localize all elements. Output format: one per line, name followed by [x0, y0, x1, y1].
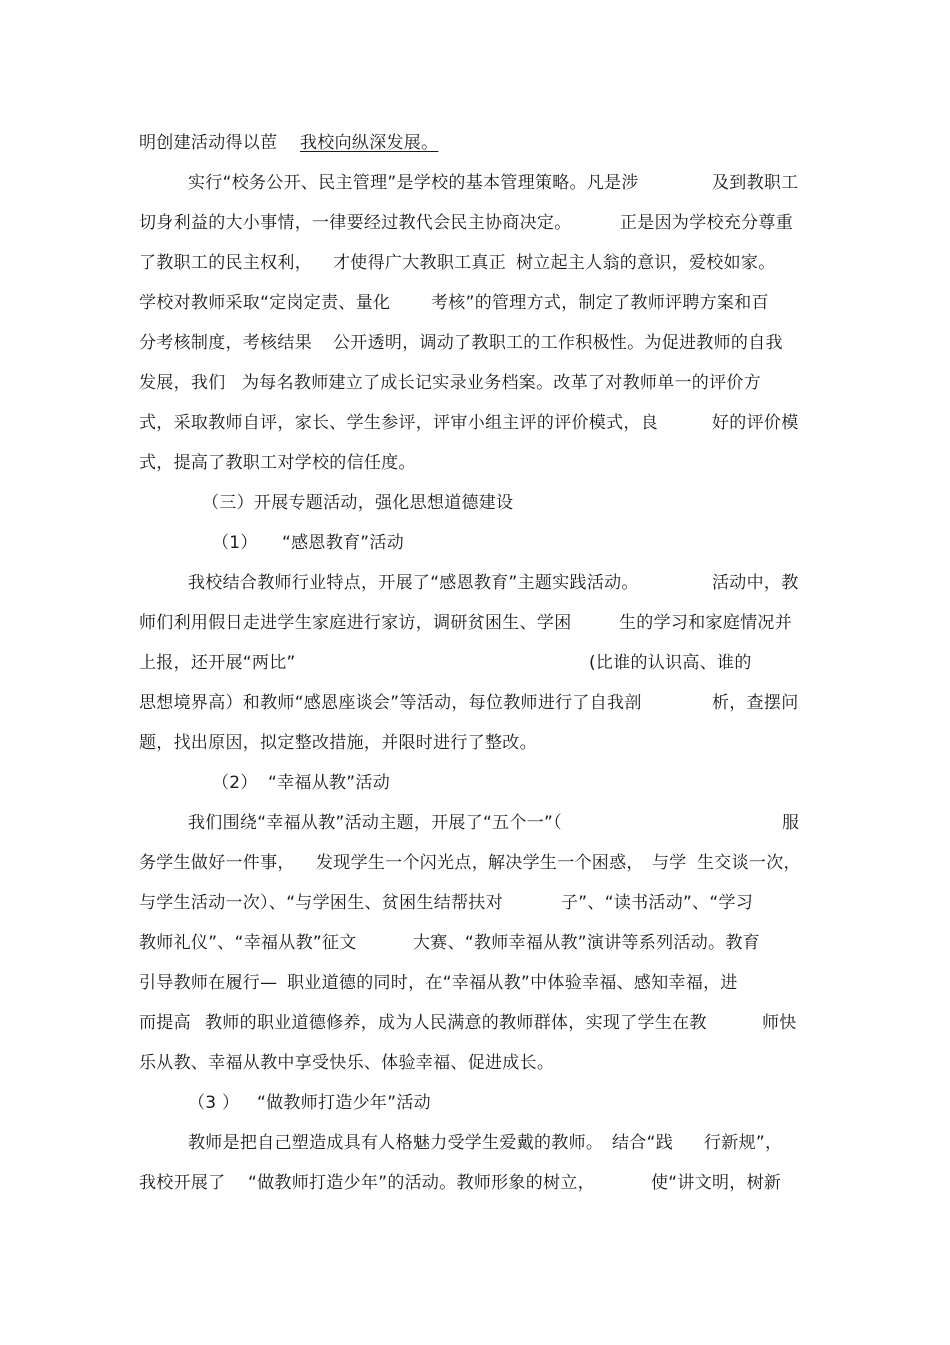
text-line: 职业道德的同时，在“幸福从教”中体验幸福、感知幸福，进 — [287, 973, 738, 993]
text-line: “做教师打造少年”的活动。教师形象的树立， — [248, 1173, 595, 1193]
section-heading: （三）开展专题活动，强化思想道德建设 — [202, 493, 514, 513]
text-line: 发现学生一个闪光点， — [316, 853, 489, 873]
subsection-title: “幸福从教”活动 — [268, 773, 391, 793]
text-line: 使“讲文明，树新 — [651, 1173, 782, 1193]
text-line: 师们利用假日走进学生家庭进行家访，调研贫困生、学困 — [139, 613, 572, 633]
paragraph-text: 我们围绕“幸福从教”活动主题，开展了“五个一”（ — [188, 813, 562, 833]
text-line: 树立起主人翁的意识，爱校如家。 — [516, 253, 776, 273]
text-line: 公开透明，调动了教职工的工作积极性。为促进教师的自我 — [333, 333, 783, 353]
text-line: 明创建活动得以茞 — [139, 133, 278, 153]
paragraph-text: 我校结合教师行业特点，开展了“感恩教育”主题实践活动。 — [188, 573, 639, 593]
text-line: 生交谈一次， — [697, 853, 801, 873]
text-line: 引导教师在履行— — [139, 973, 278, 993]
text-line: 及到教职工 — [712, 173, 799, 193]
text-line: 而提高 — [139, 1013, 191, 1033]
text-line: 了教职工的民主权利， — [139, 253, 312, 273]
subsection-number: （1） — [212, 533, 258, 553]
text-line: 大赛、“教师幸福从教”演讲等系列活动。教育 — [413, 933, 760, 953]
text-line: 师快 — [762, 1013, 797, 1033]
text-line: 乐从教、幸福从教中享受快乐、体验幸福、促进成长。 — [139, 1053, 555, 1073]
text-line: 上报，还开展“两比” — [139, 653, 296, 673]
text-line: 与学 — [652, 853, 687, 873]
text-line: 析，查摆问 — [712, 693, 799, 713]
text-line: (比谁的认识高、谁的 — [589, 653, 752, 673]
text-line: 行新规”， — [704, 1133, 783, 1153]
text-line: 式，提高了教职工对学校的信任度。 — [139, 453, 416, 473]
text-line: 我校开展了 — [139, 1173, 226, 1193]
text-line: 务学生做好一件事， — [139, 853, 295, 873]
subsection-number: （3 ） — [188, 1093, 240, 1113]
text-line: 式，采取教师自评，家长、学生参评，评审小组主评的评价模式，良 — [139, 413, 658, 433]
text-line: 切身利益的大小事情，一律要经过教代会民主协商决定。 — [139, 213, 572, 233]
text-line: 学校对教师采取“定岗定责、量化 — [139, 293, 391, 313]
subsection-number: （2） — [212, 773, 258, 793]
text-line: 教师礼仪”、“幸福从教”征文 — [139, 933, 357, 953]
text-line: 正是因为学校充分尊重 — [620, 213, 793, 233]
paragraph-text: 实行“校务公开、民主管理”是学校的基本管理策略。凡是涉 — [188, 173, 639, 193]
text-line: 分考核制度，考核结果 — [139, 333, 312, 353]
text-line: 题，找出原因，拟定整改措施，并限时进行了整改。 — [139, 733, 537, 753]
text-line: 才使得广大教职工真正 — [333, 253, 506, 273]
text-line: 好的评价模 — [712, 413, 799, 433]
text-line: 与学生活动一次）、“与学困生、贫困生结帮扶对 — [139, 893, 503, 913]
text-line: 思想境界高）和教师“感恩座谈会”等活动，每位教师进行了自我剖 — [139, 693, 642, 713]
text-line: 解决学生一个困惑， — [488, 853, 644, 873]
subsection-title: “做教师打造少年”活动 — [257, 1093, 431, 1113]
text-line: 教师的职业道德修养，成为人民满意的教师群体，实现了学生在教 — [205, 1013, 707, 1033]
text-line: 活动中，教 — [712, 573, 799, 593]
underlined-text: 我校向纵深发展。 — [300, 133, 439, 153]
subsection-title: “感恩教育”活动 — [282, 533, 405, 553]
text-line: 生的学习和家庭情况并 — [619, 613, 792, 633]
text-line: 服 — [782, 813, 800, 833]
text-line: 结合“践 — [612, 1133, 674, 1153]
text-line: 发展，我们 — [139, 373, 226, 393]
text-line: 子”、“读书活动”、“学习 — [561, 893, 754, 913]
text-line: 考核”的管理方式，制定了教师评聘方案和百 — [431, 293, 769, 313]
paragraph-text: 教师是把自己塑造成具有人格魅力受学生爱戴的教师。 — [188, 1133, 604, 1153]
text-line: 为每名教师建立了成长记实录业务档案。改革了对教师单一的评价方 — [242, 373, 761, 393]
